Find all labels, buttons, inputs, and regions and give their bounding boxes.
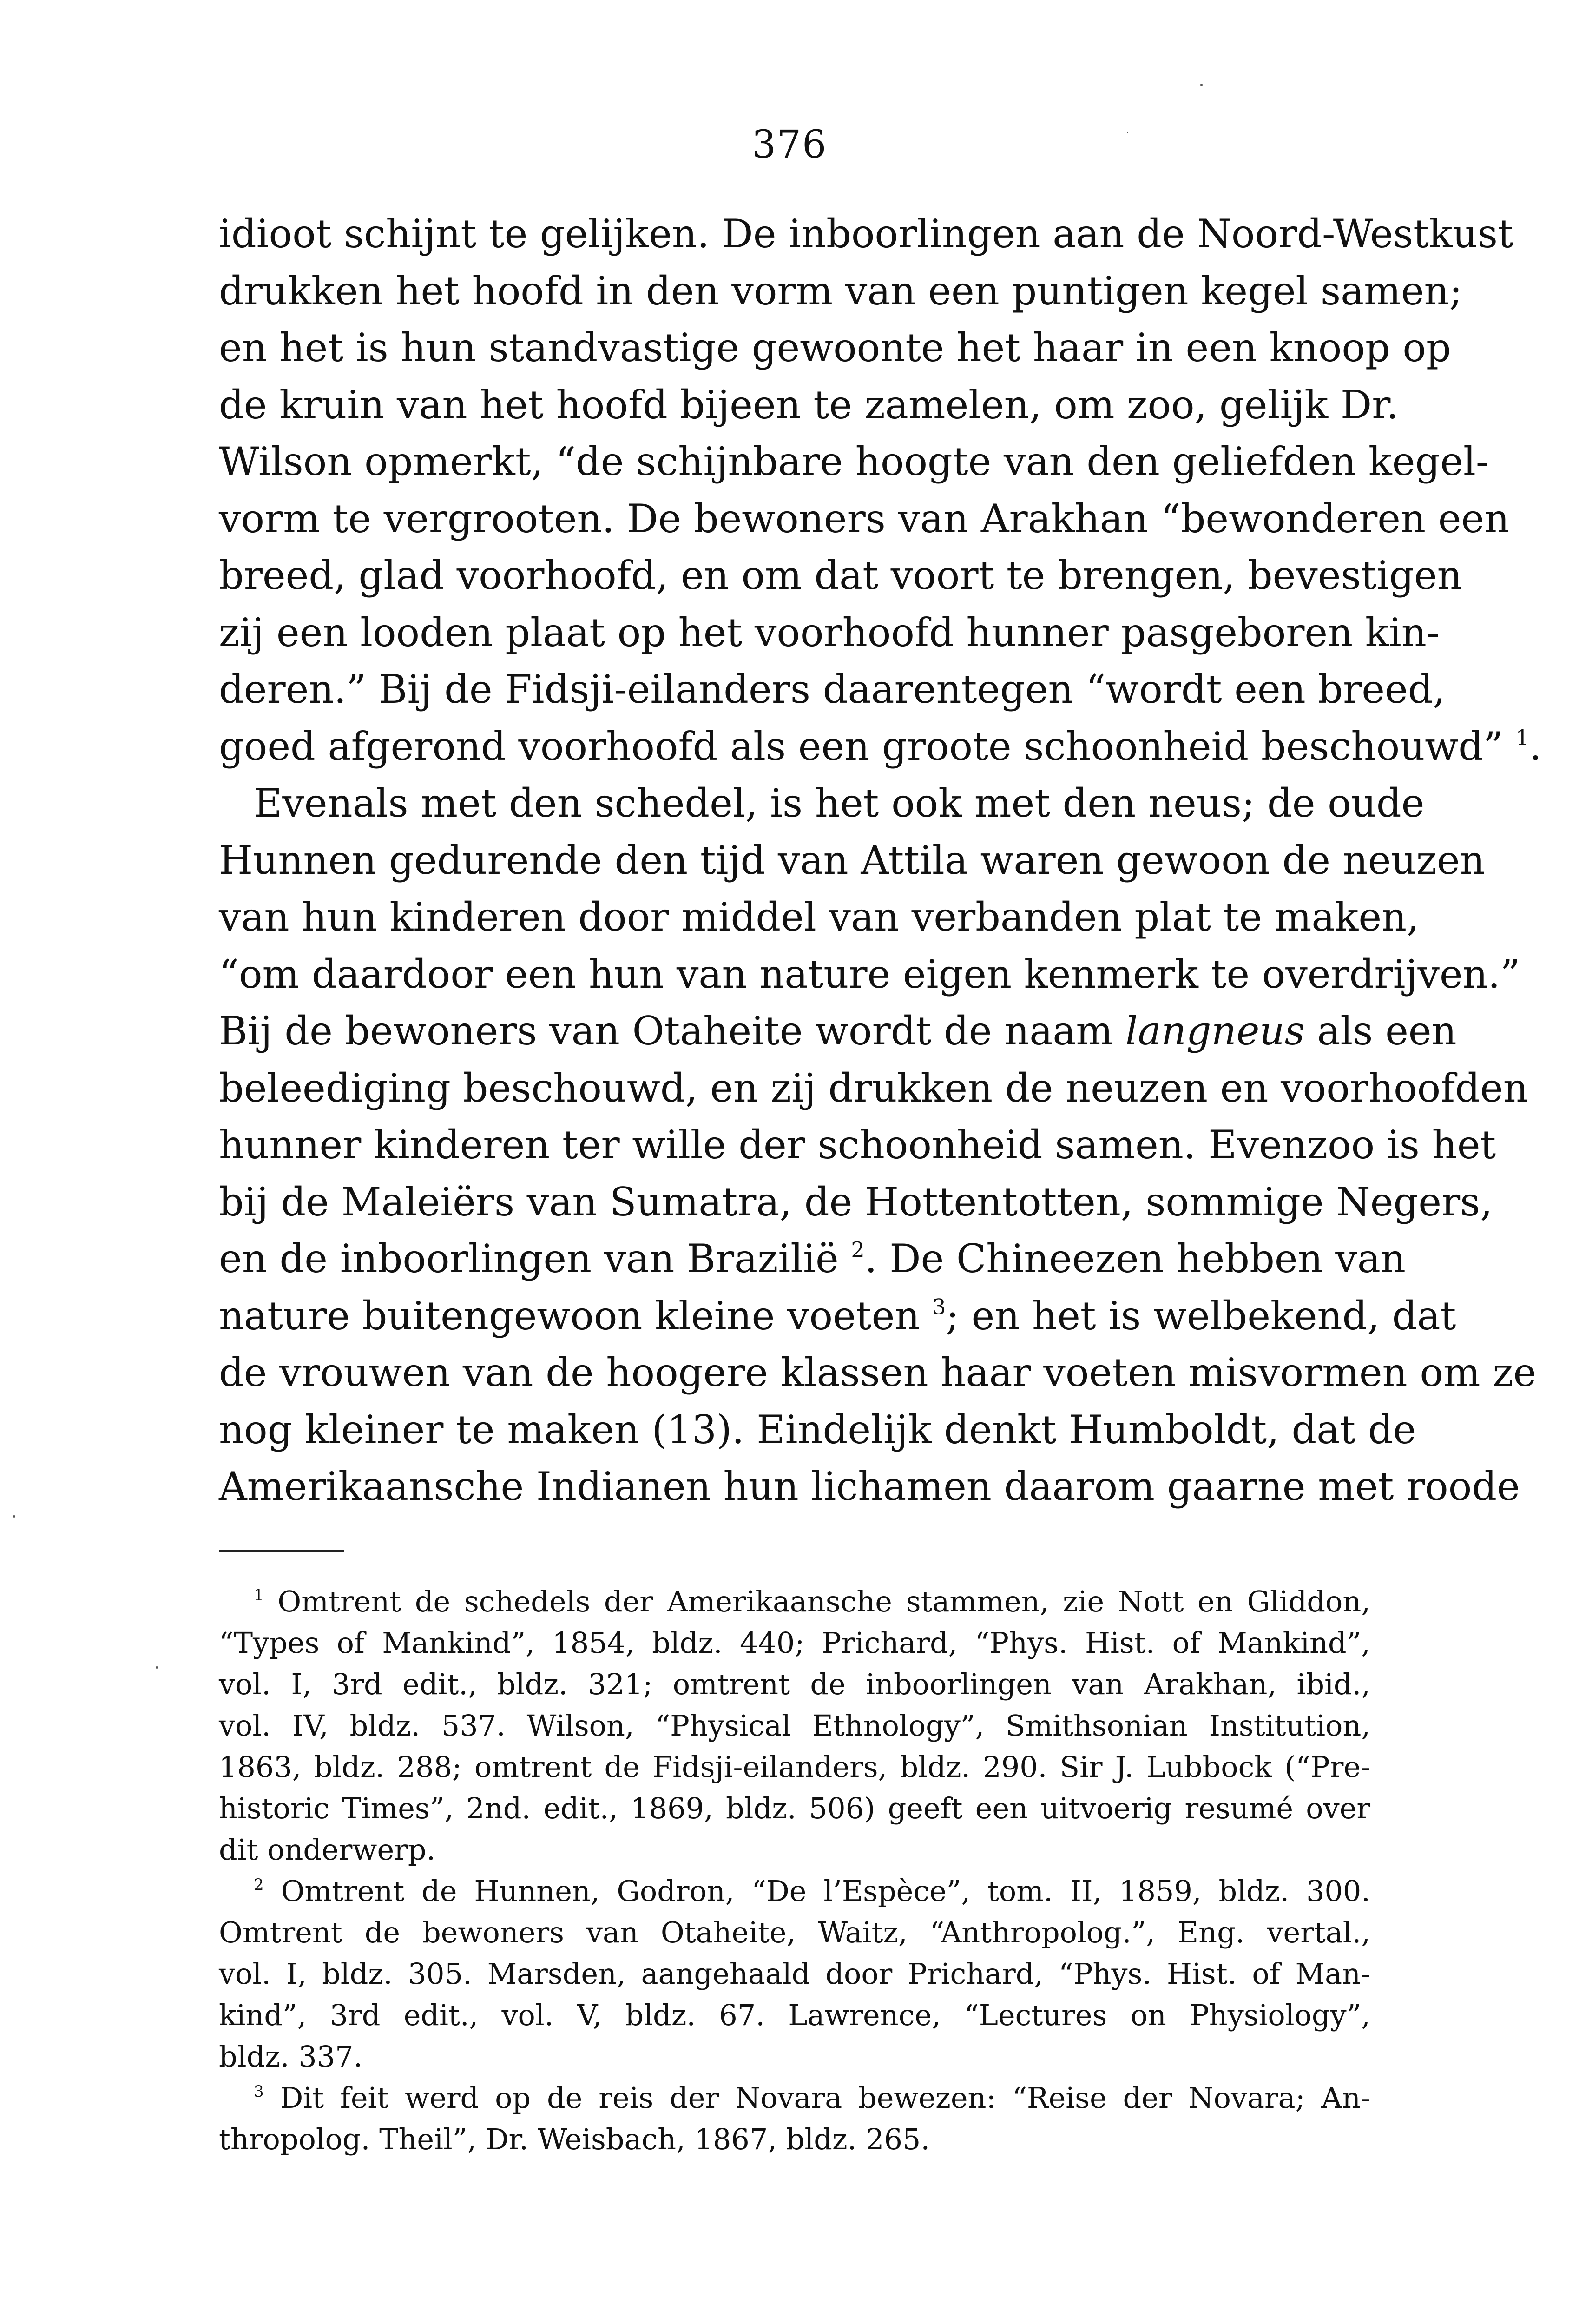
footnote-1: [219, 1581, 1370, 1870]
body-line: [219, 1230, 1406, 1287]
body-line: drukken het hoofd in den vorm van een puntigen kegel samen;: [219, 268, 1462, 314]
paragraph-start-line: Evenals met den schedel, is het ook met den neus; de oude: [254, 780, 1425, 826]
footnote-text: Omtrent de schedels der Amerikaansche stammen, zie Nott en Gliddon,: [277, 1584, 1370, 1618]
footnote-ref-2[interactable]: 2: [851, 1237, 865, 1262]
body-line-text: en de inboorlingen van Brazilië: [219, 1236, 839, 1281]
scan-speck: [1127, 132, 1128, 133]
body-line: bij de Maleiërs van Sumatra, de Hottentotten, sommige Negers,: [219, 1179, 1493, 1225]
body-line: breed, glad voorhoofd, en om dat voort te brengen, bevestigen: [219, 553, 1462, 598]
footnote-line: [219, 1870, 1370, 1912]
body-line-text: ; en het is welbekend, dat: [946, 1293, 1456, 1339]
body-line-text: Bij de bewoners van Otaheite wordt de naam: [219, 1008, 1113, 1054]
body-line: “om daardoor een hun van nature eigen kenmerk te overdrijven.”: [219, 951, 1520, 997]
body-line: hunner kinderen ter wille der schoonheid samen. Evenzoo is het: [219, 1122, 1496, 1168]
body-line: idioot schijnt te gelijken. De inboorlingen aan de Noord-Westkust: [219, 211, 1513, 257]
body-text: [219, 205, 1542, 1515]
page-number: 376: [751, 123, 828, 167]
footnote-line: [219, 1581, 1370, 1622]
body-line: Amerikaansche Indianen hun lichamen daarom gaarne met roode: [219, 1464, 1520, 1509]
footnote-line: vol. IV, bldz. 537. Wilson, “Physical Ethnology”, Smithsonian Institution,: [219, 1708, 1370, 1743]
body-line-text: als een: [1317, 1008, 1457, 1054]
footnote-marker: 3: [254, 2082, 264, 2101]
footnote-line: historic Times”, 2nd. edit., 1869, bldz. 506) geeft een uitvoerig resumé over: [219, 1791, 1370, 1825]
footnote-line: vol. I, bldz. 305. Marsden, aangehaald door Prichard, “Phys. Hist. of Man-: [219, 1956, 1370, 1991]
body-line: nog kleiner te maken (13). Eindelijk denkt Humboldt, dat de: [219, 1406, 1416, 1452]
footnote-ref-1[interactable]: 1: [1515, 725, 1530, 750]
footnote-text: Dit feit werd op de reis der Novara bewezen: “Reise der Novara; An-: [280, 2080, 1370, 2115]
body-line: vorm te vergrooten. De bewoners van Arakhan “bewonderen een: [219, 495, 1510, 541]
body-line: [219, 1287, 1456, 1345]
footnote-ref-3[interactable]: 3: [932, 1294, 946, 1320]
body-line: van hun kinderen door middel van verbanden plat te maken,: [219, 894, 1419, 940]
body-line-text: . De Chineezen hebben van: [864, 1236, 1406, 1281]
footnote-line: Omtrent de bewoners van Otaheite, Waitz, “Anthropolog.”, Eng. vertal.,: [219, 1915, 1370, 1949]
body-line: en het is hun standvastige gewoonte het haar in een knoop op: [219, 325, 1451, 370]
footnote-line: vol. I, 3rd edit., bldz. 321; omtrent de inboorlingen van Arakhan, ibid.,: [219, 1667, 1370, 1701]
body-line: beleediging beschouwd, en zij drukken de neuzen en voorhoofden: [219, 1065, 1528, 1111]
body-line: de vrouwen van de hoogere klassen haar voeten misvormen om ze: [219, 1350, 1537, 1395]
footnote-separator-rule: [219, 1550, 344, 1552]
footnote-line: bldz. 337.: [219, 2039, 363, 2073]
footnote-2: [219, 1870, 1370, 2077]
body-line: [219, 718, 1542, 775]
scan-speck: [13, 1515, 15, 1518]
footnotes: [219, 1581, 1370, 2160]
body-line: Hunnen gedurende den tijd van Attila waren gewoon de neuzen: [219, 837, 1485, 883]
scan-speck: [156, 1666, 158, 1669]
body-line-text: goed afgerond voorhoofd als een groote schoonheid beschouwd”: [219, 723, 1503, 769]
body-line: de kruin van het hoofd bijeen te zamelen, om zoo, gelijk Dr.: [219, 382, 1399, 428]
body-line: [219, 1003, 1457, 1060]
italic-term: langneus: [1125, 1008, 1305, 1054]
footnote-3: [219, 2077, 1370, 2160]
body-line-text: nature buitengewoon kleine voeten: [219, 1293, 920, 1339]
body-line: Wilson opmerkt, “de schijnbare hoogte van den geliefden kegel-: [219, 439, 1489, 484]
footnote-line: thropolog. Theil”, Dr. Weisbach, 1867, bldz. 265.: [219, 2122, 930, 2156]
footnote-line: [219, 2077, 1370, 2119]
footnote-line: kind”, 3rd edit., vol. V, bldz. 67. Lawrence, “Lectures on Physiology”,: [219, 1998, 1370, 2032]
footnote-line: dit onderwerp.: [219, 1832, 436, 1867]
body-line-punct: .: [1529, 723, 1542, 769]
body-line: zij een looden plaat op het voorhoofd hunner pasgeboren kin-: [219, 609, 1440, 655]
footnote-marker: 2: [254, 1875, 264, 1894]
footnote-line: 1863, bldz. 288; omtrent de Fidsji-eilanders, bldz. 290. Sir J. Lubbock (“Pre-: [219, 1750, 1370, 1784]
footnote-text: Omtrent de Hunnen, Godron, “De l’Espèce”, tom. II, 1859, bldz. 300.: [281, 1874, 1370, 1908]
scan-speck: [1200, 84, 1203, 86]
footnote-marker: 1: [254, 1585, 264, 1604]
footnote-line: “Types of Mankind”, 1854, bldz. 440; Prichard, “Phys. Hist. of Mankind”,: [219, 1625, 1370, 1660]
body-line: deren.” Bij de Fidsji-eilanders daarentegen “wordt een breed,: [219, 667, 1446, 712]
